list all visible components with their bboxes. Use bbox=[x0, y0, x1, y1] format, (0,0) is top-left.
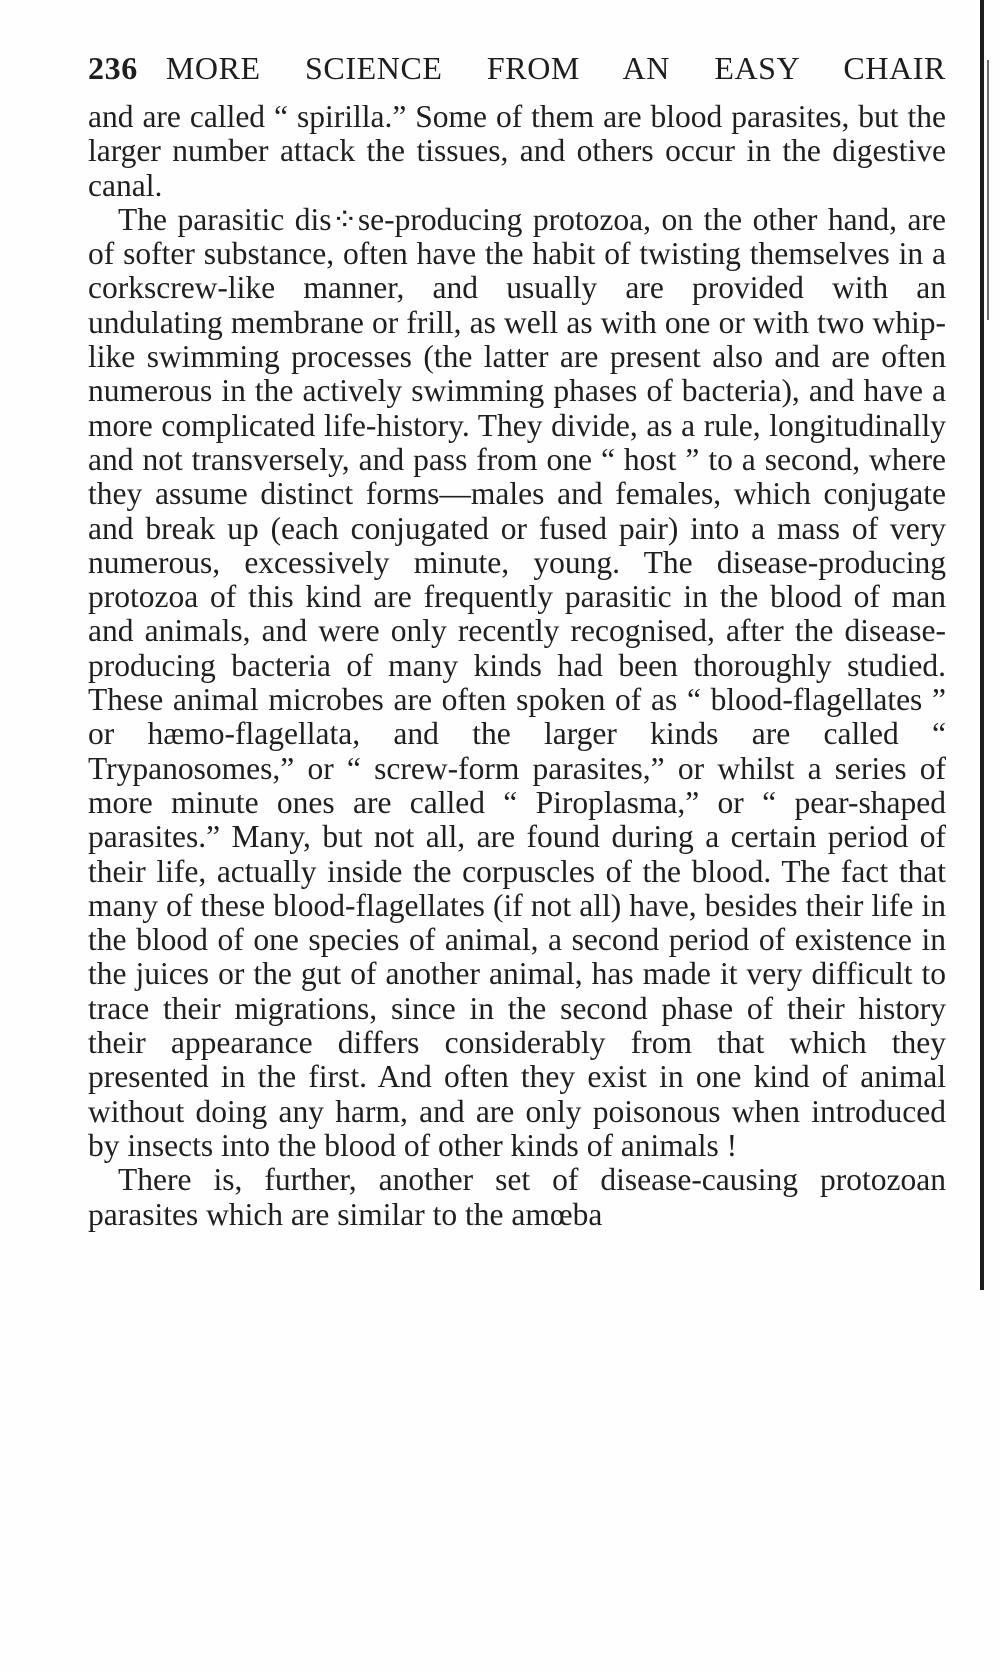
book-title: MORE SCIENCE FROM AN EASY CHAIR bbox=[165, 50, 946, 86]
paragraph-continued: and are called “ spirilla.” Some of them are blood parasites, but the larger number attack the tissues, and others occur in the digestive canal. bbox=[88, 99, 946, 203]
scan-page-edge bbox=[980, 0, 984, 1290]
scan-page-edge-shadow bbox=[987, 60, 989, 320]
running-head bbox=[88, 50, 946, 92]
page-number: 236 bbox=[88, 50, 138, 86]
body-text bbox=[88, 100, 946, 1232]
paragraph-amoeba-parasites: There is, further, another set of disease-causing protozoan parasites which are similar to the amœba bbox=[88, 1162, 946, 1232]
paragraph-protozoa: The parasitic dis⁘se-producing protozoa, on the other hand, are of softer substance, often have the habit of twisting themselves in a corkscrew-like manner, and usually are provided with an undulating membrane or frill, as well as with one or with two whip-like swimming processes (the latter are present also and are often numerous in the actively swimming phases of bacteria), and have a more complicated life-history. They divide, as a rule, longitudinally and not transversely, and pass from one “ host ” to a second, where they assume distinct forms—males and females, which conjugate and break up (each conjugated or fused pair) into a mass of very numerous, excessively minute, young. The disease-producing protozoa of this kind are frequently parasitic in the blood of man and animals, and were only recently recognised, after the disease-producing bacteria of many kinds had been thoroughly studied. These animal microbes are often spoken of as “ blood-flagellates ” or hæmo-flagellata, and the larger kinds are called “ Trypanosomes,” or “ screw-form parasites,” or whilst a series of more minute ones are called “ Piroplasma,” or “ pear-shaped parasites.” Many, but not all, are found during a certain period of their life, actually inside the corpuscles of the blood. The fact that many of these blood-flagellates (if not all) have, besides their life in the blood of one species of animal, a second period of existence in the juices or the gut of another animal, has made it very difficult to trace their migrations, since in the second phase of their history their appearance differs considerably from that which they presented in the first. And often they exist in one kind of animal without doing any harm, and are only poisonous when introduced by insects into the blood of other kinds of animals ! bbox=[88, 201, 946, 1163]
